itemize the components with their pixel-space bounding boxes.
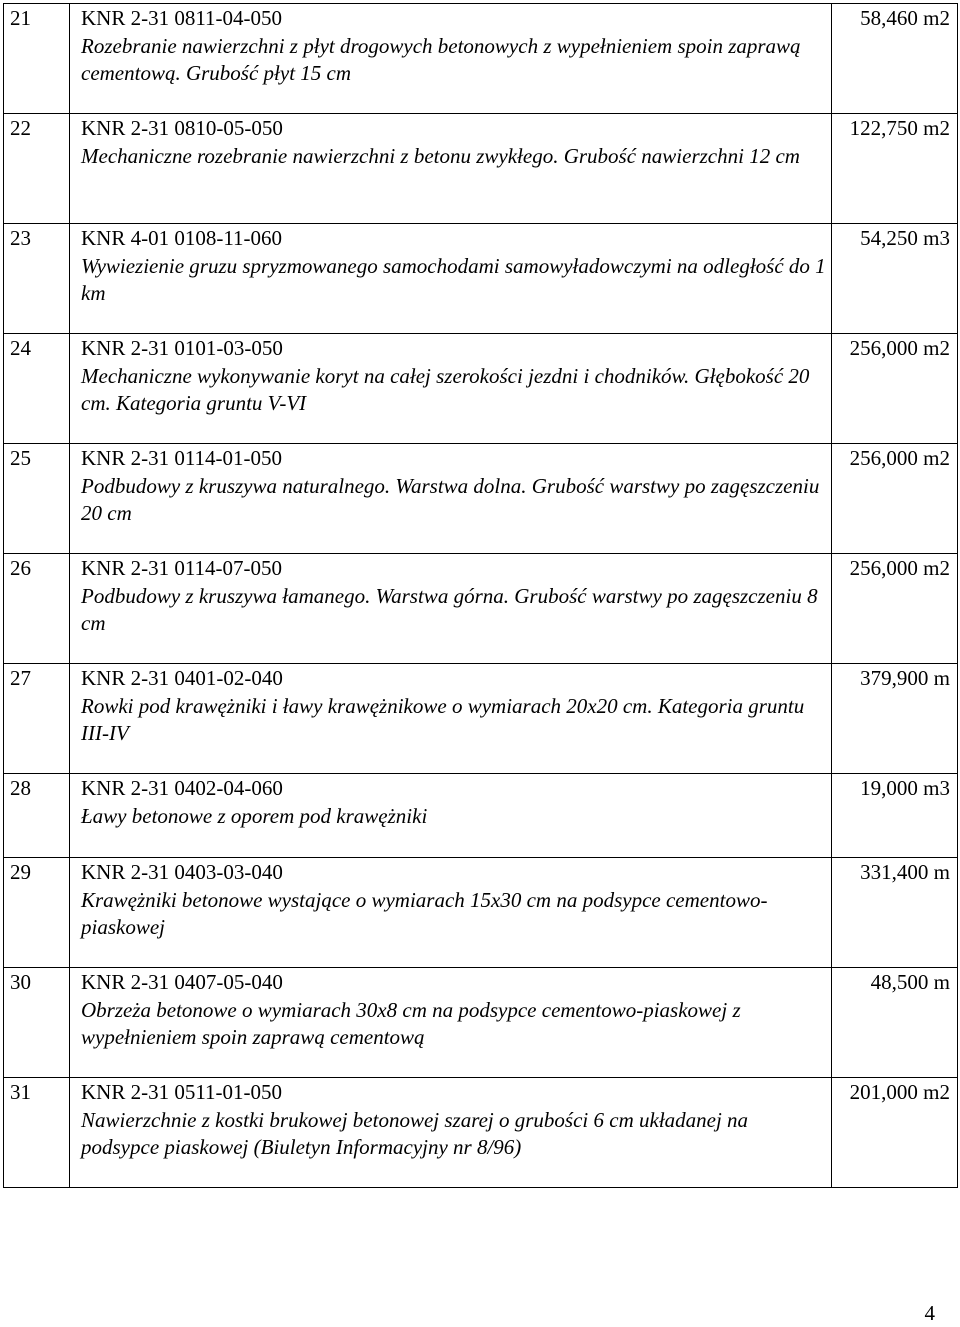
item-description-cell [70,334,832,444]
item-quantity: 19,000 m3 [832,774,958,858]
item-quantity: 331,400 m [832,858,958,968]
item-number: 30 [4,968,70,1078]
knr-code: KNR 2-31 0407-05-040 [81,970,283,994]
item-quantity: 54,250 m3 [832,224,958,334]
item-description-cell [70,968,832,1078]
item-number: 21 [4,4,70,114]
work-description: Rozebranie nawierzchni z płyt drogowych betonowych z wypełnieniem spoin zaprawą cementową. Grubość płyt 15 cm [81,33,801,85]
knr-code: KNR 2-31 0101-03-050 [81,336,283,360]
work-description: Obrzeża betonowe o wymiarach 30x8 cm na podsypce cementowo-piaskowej z wypełnieniem spoin zaprawą cementową [81,997,741,1049]
item-number: 29 [4,858,70,968]
table-row [4,4,958,114]
knr-code: KNR 2-31 0401-02-040 [81,666,283,690]
item-description-cell [70,664,832,774]
item-quantity: 256,000 m2 [832,444,958,554]
item-description-cell [70,1078,832,1188]
item-description-cell [70,444,832,554]
item-quantity: 201,000 m2 [832,1078,958,1188]
knr-code: KNR 2-31 0403-03-040 [81,860,283,884]
knr-code: KNR 2-31 0114-01-050 [81,446,283,470]
item-number: 26 [4,554,70,664]
item-description-cell [70,858,832,968]
knr-code: KNR 2-31 0810-05-050 [81,116,283,140]
item-number: 28 [4,774,70,858]
work-description: Mechaniczne rozebranie nawierzchni z betonu zwykłego. Grubość nawierzchni 12 cm [81,143,800,168]
item-description-cell [70,554,832,664]
work-description: Nawierzchnie z kostki brukowej betonowej szarej o grubości 6 cm układanej na podsypce piaskowej (Biuletyn Informacyjny nr 8/96) [81,1107,749,1159]
item-description-cell [70,114,832,224]
work-description: Wywiezienie gruzu spryzmowanego samochodami samowyładowczymi na odległość do 1 km [81,253,826,305]
work-description: Mechaniczne wykonywanie koryt na całej szerokości jezdni i chodników. Głębokość 20 cm. Kategoria gruntu V-VI [81,363,810,415]
item-quantity: 379,900 m [832,664,958,774]
knr-code: KNR 2-31 0511-01-050 [81,1080,283,1104]
work-description: Rowki pod krawężniki i ławy krawężnikowe o wymiarach 20x20 cm. Kategoria gruntu III-IV [81,693,805,745]
work-description: Podbudowy z kruszywa naturalnego. Warstwa dolna. Grubość warstwy po zagęszczeniu 20 cm [81,473,820,525]
item-quantity: 256,000 m2 [832,334,958,444]
item-description-cell [70,774,832,858]
item-number: 24 [4,334,70,444]
item-quantity: 48,500 m [832,968,958,1078]
cost-estimate-table [3,3,958,1188]
item-number: 22 [4,114,70,224]
item-quantity: 122,750 m2 [832,114,958,224]
table-row [4,968,958,1078]
item-description-cell [70,4,832,114]
knr-code: KNR 2-31 0811-04-050 [81,6,283,30]
table-row [4,444,958,554]
knr-code: KNR 2-31 0114-07-050 [81,556,283,580]
item-quantity: 256,000 m2 [832,554,958,664]
item-quantity: 58,460 m2 [832,4,958,114]
knr-code: KNR 2-31 0402-04-060 [81,776,283,800]
table-row [4,664,958,774]
table-row [4,858,958,968]
table-row [4,334,958,444]
item-description-cell [70,224,832,334]
item-number: 27 [4,664,70,774]
item-number: 23 [4,224,70,334]
item-number: 31 [4,1078,70,1188]
work-description: Krawężniki betonowe wystające o wymiarach 15x30 cm na podsypce cementowo-piaskowej [81,887,768,939]
knr-code: KNR 4-01 0108-11-060 [81,226,283,250]
page-number: 4 [924,1301,935,1325]
table-row [4,1078,958,1188]
work-description: Podbudowy z kruszywa łamanego. Warstwa górna. Grubość warstwy po zagęszczeniu 8 cm [81,583,818,635]
table-row [4,774,958,858]
item-number: 25 [4,444,70,554]
table-row [4,554,958,664]
table-row [4,224,958,334]
table-row [4,114,958,224]
work-description: Ławy betonowe z oporem pod krawężniki [81,803,428,828]
